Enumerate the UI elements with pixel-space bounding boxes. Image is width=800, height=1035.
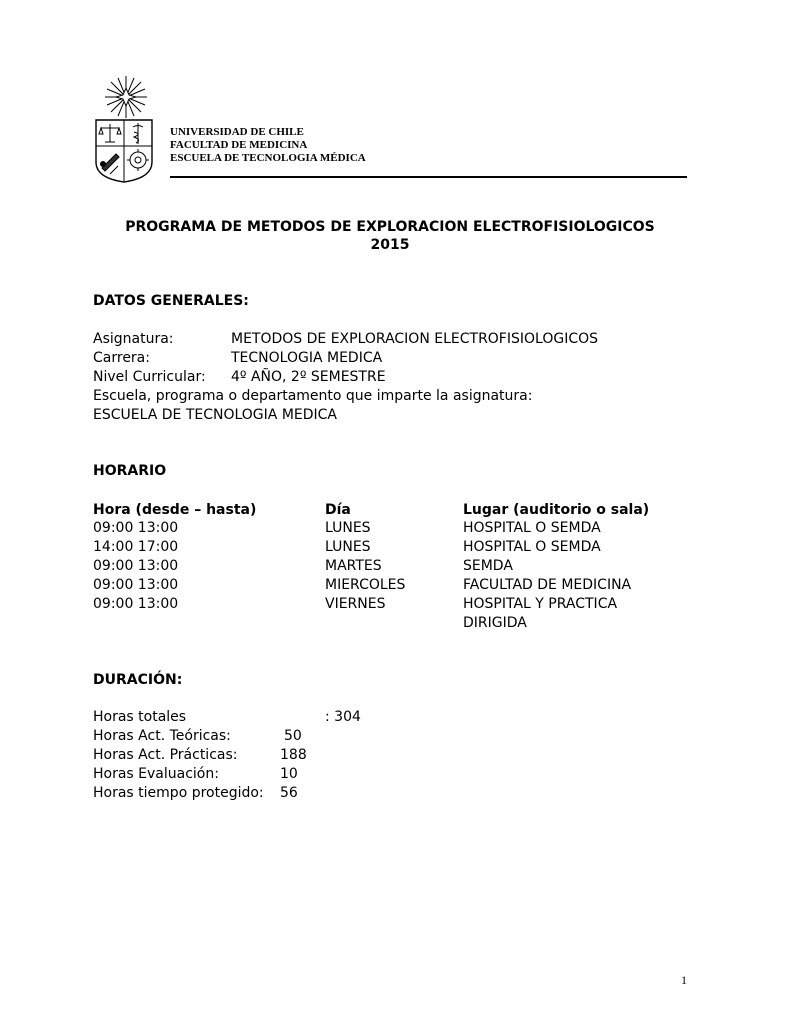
horario-row-1-dia: LUNES (325, 520, 371, 536)
section-heading-datos-generales: DATOS GENERALES: (93, 293, 249, 309)
horario-row-3-hora: 09:00 13:00 (93, 558, 179, 574)
document-year: 2015 (370, 237, 410, 253)
nivel-value: 4º AÑO, 2º SEMESTRE (231, 369, 386, 385)
duracion-label-practicas: Horas Act. Prácticas: (93, 747, 238, 763)
nivel-label: Nivel Curricular: (93, 369, 206, 385)
duracion-value-evaluacion: 10 (280, 766, 298, 782)
section-heading-duracion: DURACIÓN: (93, 672, 183, 688)
escuela-label: Escuela, programa o departamento que imparte la asignatura: (93, 388, 533, 404)
duracion-label-evaluacion: Horas Evaluación: (93, 766, 219, 782)
horario-row-5-lugar-continued: DIRIGIDA (463, 615, 527, 631)
carrera-value: TECNOLOGIA MEDICA (231, 350, 383, 366)
duracion-value-protegido: 56 (280, 785, 298, 801)
header-school: ESCUELA DE TECNOLOGIA MÉDICA (170, 152, 366, 164)
header-divider (170, 176, 687, 178)
duracion-label-protegido: Horas tiempo protegido: (93, 785, 264, 801)
asignatura-label: Asignatura: (93, 331, 174, 347)
horario-column-dia: Día (325, 502, 351, 518)
horario-column-hora: Hora (desde – hasta) (93, 502, 257, 518)
escuela-value: ESCUELA DE TECNOLOGIA MEDICA (93, 407, 338, 423)
section-heading-horario: HORARIO (93, 463, 167, 479)
header-faculty: FACULTAD DE MEDICINA (170, 139, 308, 151)
document-title: PROGRAMA DE METODOS DE EXPLORACION ELECTROFISIOLOGICOS (125, 219, 655, 235)
horario-row-4-lugar: FACULTAD DE MEDICINA (463, 577, 632, 593)
header-university: UNIVERSIDAD DE CHILE (170, 126, 304, 138)
horario-row-5-dia: VIERNES (325, 596, 386, 612)
horario-row-4-hora: 09:00 13:00 (93, 577, 179, 593)
university-crest-logo (90, 74, 154, 184)
horario-column-lugar: Lugar (auditorio o sala) (463, 502, 650, 518)
horario-row-3-lugar: SEMDA (463, 558, 513, 574)
duracion-value-totales: : 304 (325, 709, 361, 725)
horario-row-2-lugar: HOSPITAL O SEMDA (463, 539, 601, 555)
horario-row-2-hora: 14:00 17:00 (93, 539, 179, 555)
horario-row-3-dia: MARTES (325, 558, 382, 574)
asignatura-value: METODOS DE EXPLORACION ELECTROFISIOLOGICOS (231, 331, 599, 347)
duracion-label-teoricas: Horas Act. Teóricas: (93, 728, 231, 744)
horario-row-1-hora: 09:00 13:00 (93, 520, 179, 536)
duracion-value-practicas: 188 (280, 747, 307, 763)
page-number: 1 (681, 973, 687, 987)
horario-row-5-lugar: HOSPITAL Y PRACTICA (463, 596, 618, 612)
duracion-label-totales: Horas totales (93, 709, 187, 725)
duracion-value-teoricas: 50 (284, 728, 302, 744)
horario-row-5-hora: 09:00 13:00 (93, 596, 179, 612)
carrera-label: Carrera: (93, 350, 150, 366)
horario-row-4-dia: MIERCOLES (325, 577, 406, 593)
horario-row-2-dia: LUNES (325, 539, 371, 555)
horario-row-1-lugar: HOSPITAL O SEMDA (463, 520, 601, 536)
